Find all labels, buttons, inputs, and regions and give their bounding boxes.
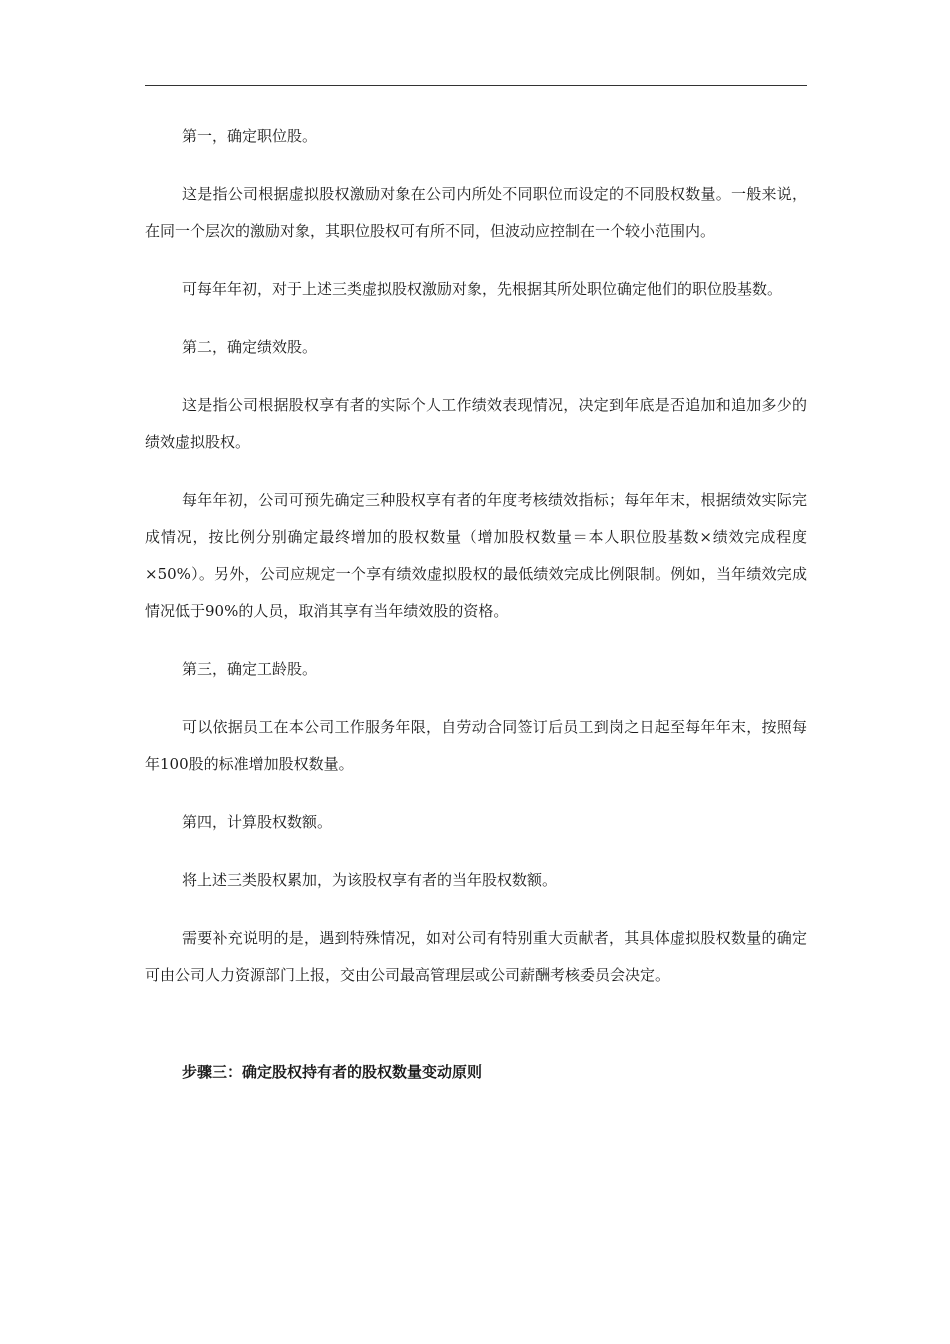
paragraph-calculate-shares-title: 第四，计算股权数额。 xyxy=(182,813,333,831)
paragraph-performance-shares-rules: 每年年初，公司可预先确定三种股权享有者的年度考核绩效指标；每年年末，根据绩效实际完成情况，按比例分别确定最终增加的股权数量（增加股权数量＝本人职位股基数×绩效完成程度×50%）。另外，公司应规定一个享有绩效虚拟股权的最低绩效完成比例限制。例如，当年绩效完成情况低于90%的人员，取消其享有当年绩效股的资格。 xyxy=(145,491,807,620)
header-rule xyxy=(145,85,807,86)
document-body xyxy=(145,118,807,1091)
paragraph-performance-shares-definition: 这是指公司根据股权享有者的实际个人工作绩效表现情况，决定到年底是否追加和追加多少的绩效虚拟股权。 xyxy=(145,396,807,451)
paragraph-performance-shares-title: 第二，确定绩效股。 xyxy=(182,338,318,356)
paragraph-position-shares-title: 第一，确定职位股。 xyxy=(182,127,318,145)
paragraph-seniority-shares-rules: 可以依据员工在本公司工作服务年限，自劳动合同签订后员工到岗之日起至每年年末，按照每年100股的标准增加股权数量。 xyxy=(145,718,807,773)
section-heading-step-three: 步骤三：确定股权持有者的股权数量变动原则 xyxy=(182,1063,483,1081)
paragraph-calculate-shares-rule: 将上述三类股权累加，为该股权享有者的当年股权数额。 xyxy=(182,871,558,889)
paragraph-position-shares-base: 可每年年初，对于上述三类虚拟股权激励对象，先根据其所处职位确定他们的职位股基数。 xyxy=(182,280,783,298)
paragraph-position-shares-definition: 这是指公司根据虚拟股权激励对象在公司内所处不同职位而设定的不同股权数量。一般来说，在同一个层次的激励对象，其职位股权可有所不同，但波动应控制在一个较小范围内。 xyxy=(145,185,807,240)
paragraph-special-cases: 需要补充说明的是，遇到特殊情况，如对公司有特别重大贡献者，其具体虚拟股权数量的确定可由公司人力资源部门上报，交由公司最高管理层或公司薪酬考核委员会决定。 xyxy=(145,929,807,984)
paragraph-seniority-shares-title: 第三，确定工龄股。 xyxy=(182,660,318,678)
